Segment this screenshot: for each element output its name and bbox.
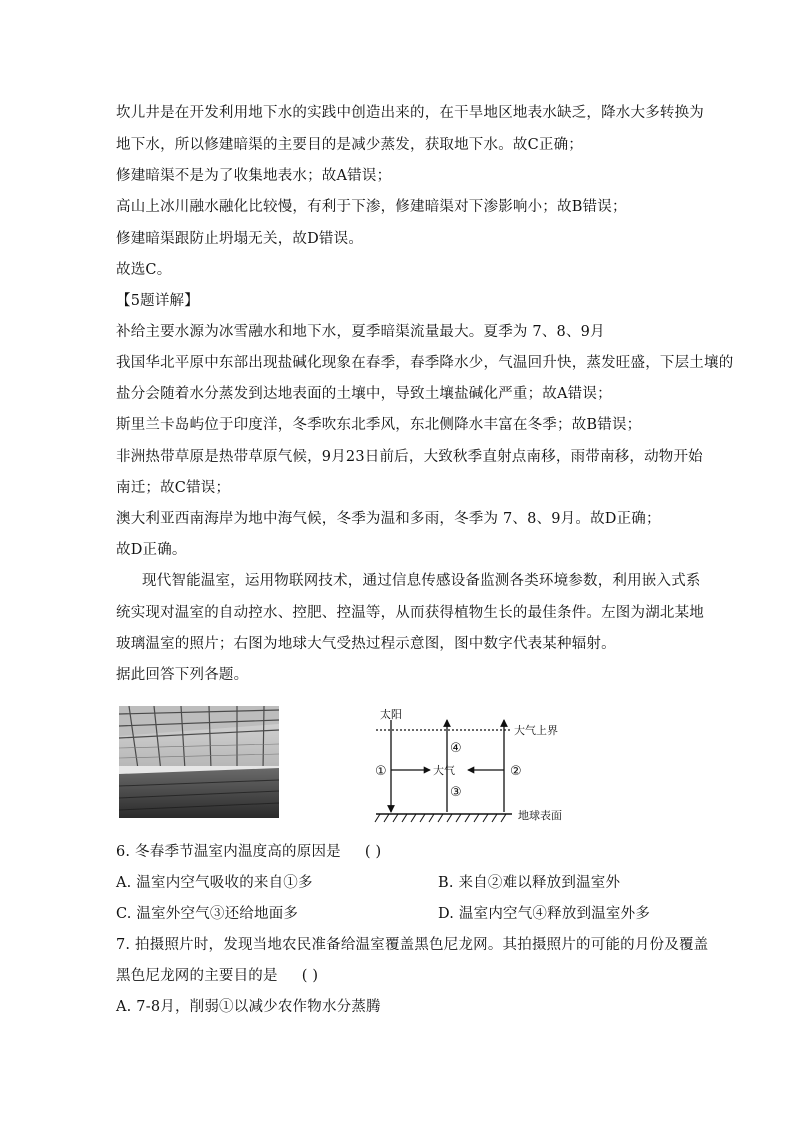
text-line-12: 非洲热带草原是热带草原气候，9月23日前后，大致秋季直射点南移，雨带南移，动物开始 xyxy=(116,449,703,465)
label-radiation-4: ④ xyxy=(450,741,462,756)
question-7-stem-line-1: 7. 拍摄照片时，发现当地农民准备给温室覆盖黑色尼龙网。其拍摄照片的可能的月份及覆盖 xyxy=(116,937,709,953)
label-atmosphere: 大气 xyxy=(433,764,455,777)
atmosphere-heating-diagram xyxy=(372,706,582,826)
label-sun: 太阳 xyxy=(380,708,402,721)
text-line-14: 澳大利亚西南海岸为地中海气候，冬季为温和多雨，冬季为 7、8、9月。故D正确； xyxy=(116,511,661,527)
question-6-option-a[interactable]: A. 温室内空气吸收的来自①多 xyxy=(116,875,313,891)
question-6-answer-blank: ( ) xyxy=(364,844,382,860)
text-line-4: 高山上冰川融水融化比较慢，有利于下渗，修建暗渠对下渗影响小；故B错误； xyxy=(116,199,627,215)
question-6-option-d[interactable]: D. 温室内空气④释放到温室外多 xyxy=(438,906,651,922)
label-ground-surface: 地球表面 xyxy=(518,809,562,822)
question-6-stem xyxy=(116,842,381,862)
text-line-9: 我国华北平原中东部出现盐碱化现象在春季，春季降水少，气温回升快，蒸发旺盛，下层土壤的 xyxy=(116,355,734,371)
text-line-13: 南迁；故C错误； xyxy=(116,480,231,496)
label-radiation-1: ① xyxy=(375,764,387,779)
question-6-option-c[interactable]: C. 温室外空气③还给地面多 xyxy=(116,906,299,922)
passage-line-4: 据此回答下列各题。 xyxy=(116,667,249,683)
section-heading-q5: 【5题详解】 xyxy=(116,293,199,309)
text-line-10: 盐分会随着水分蒸发到达地表面的土壤中，导致土壤盐碱化严重；故A错误； xyxy=(116,386,612,402)
passage-line-1: 现代智能温室，运用物联网技术，通过信息传感设备监测各类环境参数，利用嵌入式系 xyxy=(142,573,701,589)
text-line-11: 斯里兰卡岛屿位于印度洋，冬季吹东北季风，东北侧降水丰富在冬季；故B错误； xyxy=(116,417,642,433)
label-radiation-3: ③ xyxy=(450,785,462,800)
text-line-5: 修建暗渠跟防止坍塌无关，故D错误。 xyxy=(116,231,364,247)
question-7-answer-blank: ( ) xyxy=(301,968,319,984)
question-6-option-b[interactable]: B. 来自②难以释放到温室外 xyxy=(438,875,621,891)
text-line-1: 坎儿井是在开发利用地下水的实践中创造出来的，在干旱地区地表水缺乏，降水大多转换为 xyxy=(116,105,704,121)
text-line-15: 故D正确。 xyxy=(116,542,187,558)
text-line-8: 补给主要水源为冰雪融水和地下水，夏季暗渠流量最大。夏季为 7、8、9月 xyxy=(116,324,605,340)
question-7-option-a[interactable]: A. 7-8月，削弱①以减少农作物水分蒸腾 xyxy=(116,999,381,1015)
text-line-3: 修建暗渠不是为了收集地表水；故A错误； xyxy=(116,168,392,184)
question-6-text: 6. 冬春季节温室内温度高的原因是 xyxy=(116,844,341,860)
greenhouse-photo xyxy=(119,706,279,818)
passage-line-3: 玻璃温室的照片；右图为地球大气受热过程示意图，图中数字代表某种辐射。 xyxy=(116,636,616,652)
text-line-2: 地下水，所以修建暗渠的主要目的是减少蒸发，获取地下水。故C正确； xyxy=(116,137,583,153)
label-atmosphere-top: 大气上界 xyxy=(514,724,558,737)
question-7-stem-line-2 xyxy=(116,966,318,986)
text-line-6: 故选C。 xyxy=(116,262,172,278)
label-radiation-2: ② xyxy=(510,764,522,779)
question-7-text: 黑色尼龙网的主要目的是 xyxy=(116,968,278,984)
passage-line-2: 统实现对温室的自动控水、控肥、控温等，从而获得植物生长的最佳条件。左图为湖北某地 xyxy=(116,605,704,621)
